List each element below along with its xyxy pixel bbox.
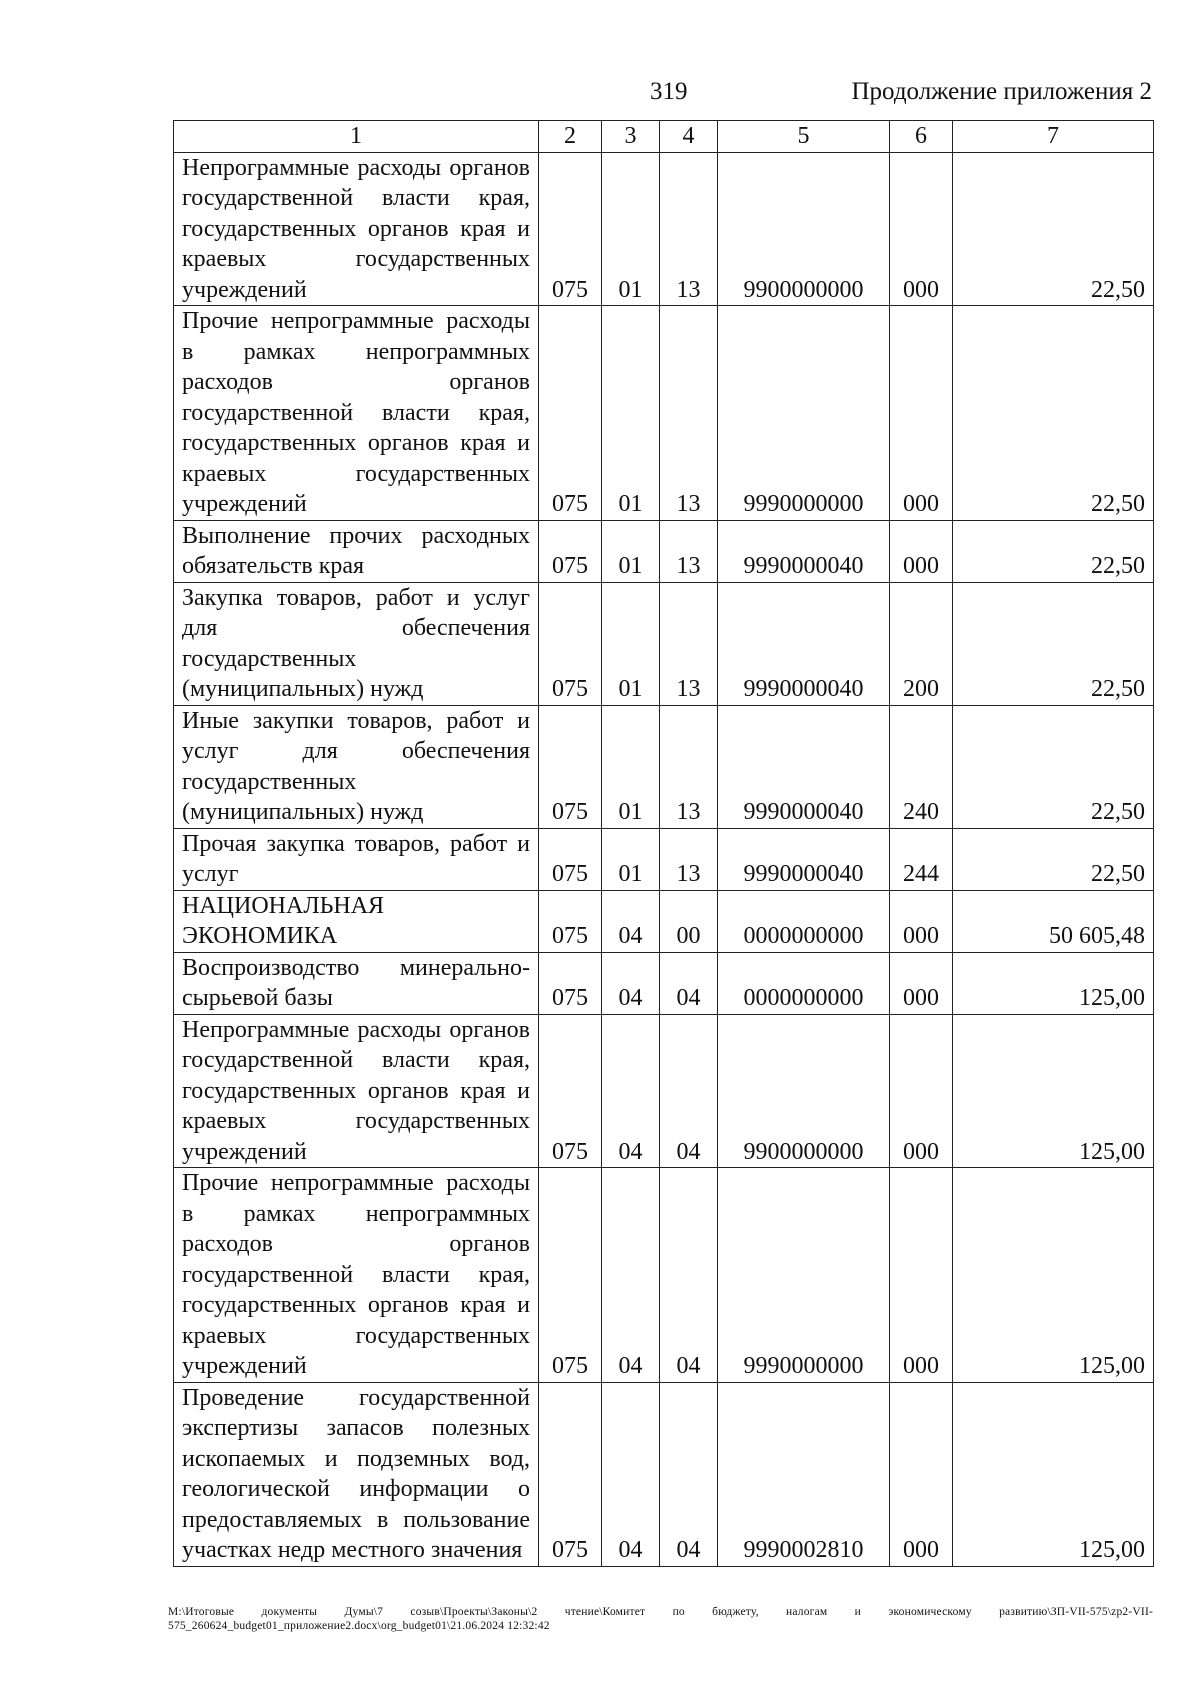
row-subsection: 13 <box>660 828 718 890</box>
row-subsection: 13 <box>660 520 718 582</box>
row-name: Воспроизводство минерально-сырьевой базы <box>174 952 539 1014</box>
row-section: 04 <box>602 952 660 1014</box>
row-amount: 22,50 <box>953 306 1154 521</box>
row-subsection: 04 <box>660 1382 718 1566</box>
table-row <box>174 520 1154 582</box>
row-target-item: 9990000040 <box>718 520 890 582</box>
row-amount: 22,50 <box>953 705 1154 828</box>
row-subsection: 04 <box>660 1168 718 1383</box>
row-section: 01 <box>602 582 660 705</box>
row-subsection: 13 <box>660 705 718 828</box>
table-header-row <box>174 121 1154 153</box>
row-name: Проведение государственной экспертизы запасов полезных ископаемых и подземных вод, геологической информации о предоставляемых в пользование участках недр местного значения <box>174 1382 539 1566</box>
row-code: 075 <box>539 952 602 1014</box>
table-row <box>174 890 1154 952</box>
row-amount: 22,50 <box>953 828 1154 890</box>
table-row <box>174 705 1154 828</box>
table-row <box>174 1014 1154 1168</box>
column-header: 4 <box>660 121 718 153</box>
row-target-item: 0000000000 <box>718 952 890 1014</box>
column-header: 7 <box>953 121 1154 153</box>
row-expense-type: 000 <box>890 1014 953 1168</box>
row-target-item: 9990000040 <box>718 828 890 890</box>
table-row <box>174 828 1154 890</box>
row-code: 075 <box>539 520 602 582</box>
row-target-item: 9990000000 <box>718 306 890 521</box>
column-header: 1 <box>174 121 539 153</box>
row-target-item: 9900000000 <box>718 152 890 306</box>
budget-table <box>173 120 1154 1567</box>
table-row <box>174 1382 1154 1566</box>
row-code: 075 <box>539 890 602 952</box>
row-amount: 22,50 <box>953 152 1154 306</box>
continuation-label: Продолжение приложения 2 <box>851 78 1152 105</box>
row-code: 075 <box>539 1382 602 1566</box>
row-expense-type: 240 <box>890 705 953 828</box>
column-header: 3 <box>602 121 660 153</box>
row-section: 01 <box>602 306 660 521</box>
row-code: 075 <box>539 1168 602 1383</box>
row-section: 04 <box>602 1014 660 1168</box>
row-section: 01 <box>602 828 660 890</box>
row-name: Выполнение прочих расходных обязательств края <box>174 520 539 582</box>
file-path-footer: M:\Итоговые документы Думы\7 созыв\Проекты\Законы\2 чтение\Комитет по бюджету, налогам и экономическому развитию\ЗП-VII-575\zp2-VII-575_260624_budget01_приложение2.docx\org_budget01\21.06.2024 12:32:42 <box>168 1606 1153 1632</box>
page-number: 319 <box>650 78 688 105</box>
row-code: 075 <box>539 306 602 521</box>
row-amount: 125,00 <box>953 1168 1154 1383</box>
row-amount: 50 605,48 <box>953 890 1154 952</box>
row-expense-type: 000 <box>890 1382 953 1566</box>
row-expense-type: 000 <box>890 1168 953 1383</box>
row-target-item: 9990000040 <box>718 582 890 705</box>
table-row <box>174 306 1154 521</box>
row-subsection: 04 <box>660 1014 718 1168</box>
row-expense-type: 000 <box>890 890 953 952</box>
row-name: Закупка товаров, работ и услуг для обеспечения государственных (муниципальных) нужд <box>174 582 539 705</box>
table-row <box>174 1168 1154 1383</box>
row-expense-type: 000 <box>890 520 953 582</box>
row-name: Прочая закупка товаров, работ и услуг <box>174 828 539 890</box>
row-section: 04 <box>602 1168 660 1383</box>
row-amount: 22,50 <box>953 520 1154 582</box>
row-code: 075 <box>539 828 602 890</box>
row-code: 075 <box>539 582 602 705</box>
row-code: 075 <box>539 152 602 306</box>
column-header: 6 <box>890 121 953 153</box>
row-expense-type: 200 <box>890 582 953 705</box>
row-amount: 125,00 <box>953 1014 1154 1168</box>
row-subsection: 13 <box>660 306 718 521</box>
table-row <box>174 582 1154 705</box>
row-subsection: 13 <box>660 582 718 705</box>
row-subsection: 13 <box>660 152 718 306</box>
row-expense-type: 000 <box>890 952 953 1014</box>
row-amount: 125,00 <box>953 952 1154 1014</box>
row-target-item: 9990000000 <box>718 1168 890 1383</box>
row-section: 01 <box>602 520 660 582</box>
column-header: 5 <box>718 121 890 153</box>
row-subsection: 04 <box>660 952 718 1014</box>
row-target-item: 9990002810 <box>718 1382 890 1566</box>
row-target-item: 0000000000 <box>718 890 890 952</box>
table-row <box>174 952 1154 1014</box>
row-amount: 22,50 <box>953 582 1154 705</box>
row-target-item: 9990000040 <box>718 705 890 828</box>
row-name: Непрограммные расходы органов государственной власти края, государственных органов края и краевых государственных учреждений <box>174 152 539 306</box>
column-header: 2 <box>539 121 602 153</box>
row-section: 04 <box>602 1382 660 1566</box>
row-section: 01 <box>602 152 660 306</box>
row-name: Иные закупки товаров, работ и услуг для обеспечения государственных (муниципальных) нужд <box>174 705 539 828</box>
row-expense-type: 000 <box>890 306 953 521</box>
row-amount: 125,00 <box>953 1382 1154 1566</box>
row-code: 075 <box>539 705 602 828</box>
row-code: 075 <box>539 1014 602 1168</box>
row-name: Прочие непрограммные расходы в рамках непрограммных расходов органов государственной власти края, государственных органов края и краевых государственных учреждений <box>174 306 539 521</box>
row-target-item: 9900000000 <box>718 1014 890 1168</box>
row-subsection: 00 <box>660 890 718 952</box>
row-section: 01 <box>602 705 660 828</box>
row-expense-type: 000 <box>890 152 953 306</box>
row-name: НАЦИОНАЛЬНАЯ ЭКОНОМИКА <box>174 890 539 952</box>
table-row <box>174 152 1154 306</box>
row-name: Непрограммные расходы органов государственной власти края, государственных органов края и краевых государственных учреждений <box>174 1014 539 1168</box>
row-section: 04 <box>602 890 660 952</box>
row-expense-type: 244 <box>890 828 953 890</box>
row-name: Прочие непрограммные расходы в рамках непрограммных расходов органов государственной власти края, государственных органов края и краевых государственных учреждений <box>174 1168 539 1383</box>
